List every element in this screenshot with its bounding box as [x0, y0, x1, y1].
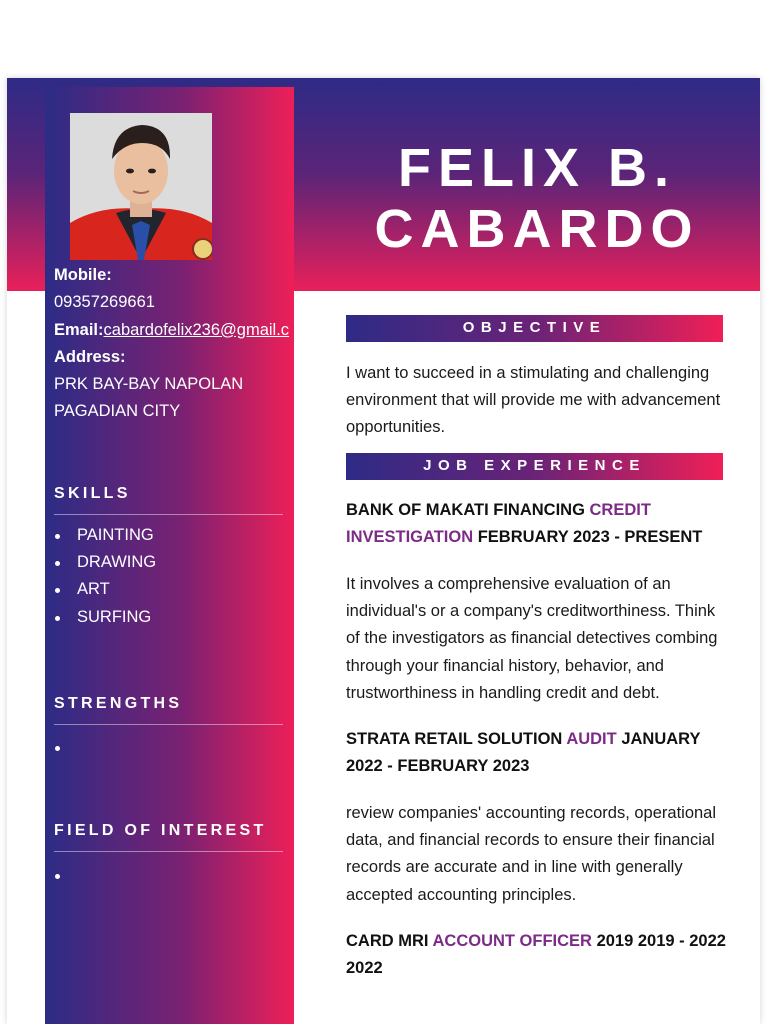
- job-role: ACCOUNT OFFICER: [432, 932, 592, 950]
- sidebar: [45, 87, 294, 1024]
- job-company: BANK OF MAKATI FINANCING: [346, 501, 585, 519]
- address-line-2: PAGADIAN CITY: [54, 402, 181, 421]
- skill-item: ART: [54, 576, 283, 603]
- objective-text: I want to succeed in a stimulating and challenging environment that will provide me with advancement opportunities.: [346, 364, 721, 437]
- mobile-label: Mobile:: [54, 266, 112, 284]
- profile-photo: [70, 113, 212, 260]
- skill-item: PAINTING: [54, 522, 283, 549]
- address-line-1: PRK BAY-BAY NAPOLAN: [54, 375, 244, 394]
- job-title-3: [346, 928, 728, 982]
- job-description-1: It involves a comprehensive evaluation of an individual's or a company's creditworthiness. Think of the investigators as financial detectives combing through your financial history, behavior, and trustworthiness in handling credit and debt.: [346, 575, 718, 702]
- job-company: STRATA RETAIL SOLUTION: [346, 730, 563, 748]
- email-label: Email:: [54, 320, 104, 339]
- strengths-bullet: [55, 746, 60, 751]
- job-description-2: review companies' accounting records, operational data, and financial records to ensure their financial records are accurate and in line with generally accepted accounting principles.: [346, 804, 717, 904]
- address-label: Address:: [54, 347, 126, 366]
- job-dates: 2019 2019 - 2022 2022: [346, 932, 726, 978]
- job-dates: JANUARY 2022 - FEBRUARY 2023: [346, 730, 701, 776]
- mobile-number: 09357269661: [54, 293, 155, 312]
- skills-heading: SKILLS: [54, 485, 283, 515]
- full-name: [352, 138, 722, 260]
- skill-item: SURFING: [54, 604, 283, 631]
- field-of-interest-heading: FIELD OF INTEREST: [54, 822, 283, 852]
- job-dates: FEBRUARY 2023 - PRESENT: [477, 528, 703, 547]
- job-role: AUDIT: [566, 730, 617, 748]
- objective-heading: OBJECTIVE: [346, 315, 723, 342]
- name-line-1: FELIX B.: [397, 138, 676, 198]
- job-role: CREDIT INVESTIGATION: [346, 501, 651, 547]
- strengths-heading: STRENGTHS: [54, 695, 283, 725]
- job-experience-heading: JOB EXPERIENCE: [346, 453, 723, 480]
- name-line-2: CABARDO: [374, 199, 700, 259]
- skill-item: DRAWING: [54, 549, 283, 576]
- interest-bullet: [55, 874, 60, 879]
- profile-photo-illustration: [70, 113, 212, 260]
- skills-list: [54, 522, 283, 631]
- job-title-1: [346, 497, 728, 551]
- job-title-2: [346, 726, 728, 780]
- resume-sheet: [7, 78, 760, 1024]
- email-link[interactable]: cabardofelix236@gmail.c: [103, 320, 290, 339]
- job-company: CARD MRI: [346, 932, 429, 950]
- contact-block: [54, 262, 290, 426]
